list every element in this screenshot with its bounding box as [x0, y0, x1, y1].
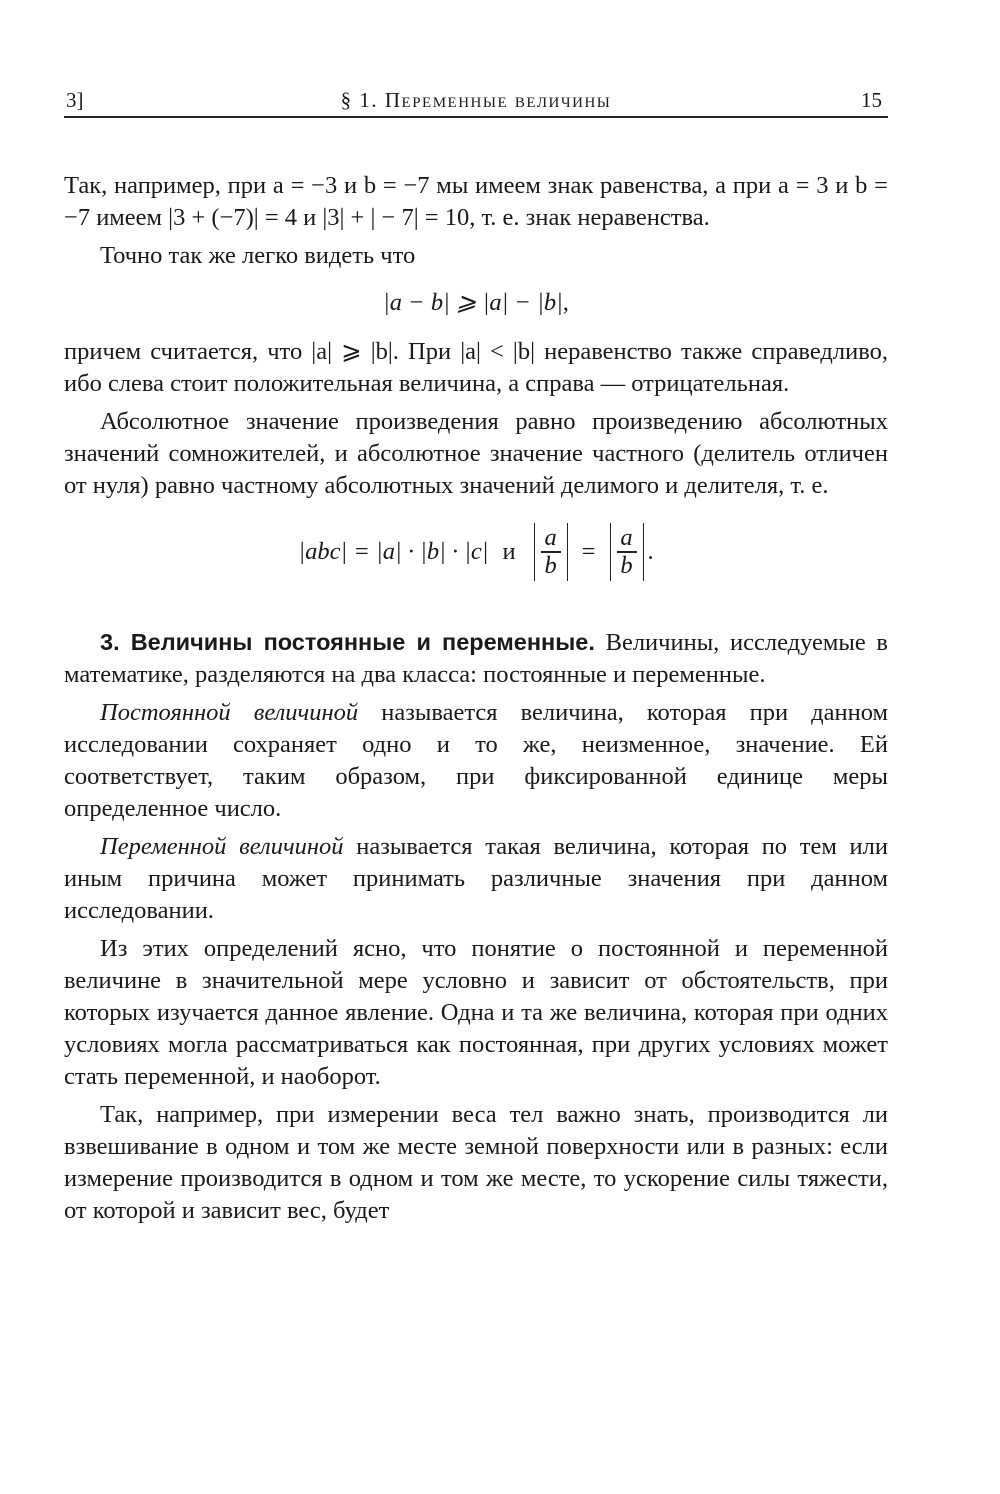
formula-product: |abc| = |a| · |b| · |c| [298, 538, 489, 565]
page-body [64, 170, 888, 1227]
fraction-right-denominator: b [620, 551, 633, 579]
abs-fraction-right [610, 523, 644, 581]
paragraph-variable-definition [64, 831, 888, 927]
section-3-paragraph [64, 626, 888, 691]
formula-conjunction: и [502, 538, 516, 565]
section-number: 3] [66, 88, 84, 112]
paragraph-likewise: Точно так же легко видеть что [100, 242, 416, 269]
formula-equals: = [581, 538, 596, 565]
paragraph-constant-definition [64, 697, 888, 825]
paragraph-conditionality: Из этих определений ясно, что понятие о постоянной и переменной величине в значительной мере условно и зависит от обстоятельств, при которых изучается данное явление. Одна и та же величина, которая при одних условиях могла рассматриваться как постоянная, при других условиях может стать переменной, и наоборот. [64, 935, 888, 1090]
term-constant: Постоянной величиной [100, 699, 359, 726]
paragraph-weight-example: Так, например, при измерении веса тел важно знать, производится ли взвешивание в одном и том же месте земной поверхности или в разных: если измерение производится в одном и том же месте, то ускорение силы тяжести, от которой и зависит вес, будет [64, 1101, 888, 1224]
paragraph-assumption: причем считается, что |a| ⩾ |b|. При |a| < |b| неравенство также справедливо, ибо слева стоит положительная величина, а справа — отрицательная. [64, 338, 888, 397]
section-3-title: 3. Величины постоянные и переменные. [100, 629, 595, 655]
running-header [64, 86, 888, 118]
formula-product-quotient [64, 512, 888, 592]
fraction-left [541, 525, 561, 579]
constant-definition-text: называется величина, которая при данном исследовании сохраняет одно и то же, неизменное, значение. Ей соответствует, таким образом, при фиксированной единице меры определенное число. [64, 699, 888, 822]
section-3-intro: Величины, исследуемые в математике, разделяются на два класса: постоянные и переменные. [64, 629, 889, 688]
variable-definition-text: называется такая величина, которая по тем или иным причина может принимать различные значения при данном исследовании. [64, 833, 889, 924]
fraction-right [617, 525, 637, 579]
formula-period: . [647, 538, 654, 565]
term-variable: Переменной величиной [100, 833, 344, 860]
fraction-left-numerator: a [544, 524, 557, 552]
paragraph-product-rule: Абсолютное значение произведения равно произведению абсолютных значений сомножителей, и абсолютное значение частного (делитель отличен от нуля) равно частному абсолютных значений делимого и делителя, т. е. [64, 408, 888, 499]
fraction-right-numerator: a [620, 524, 633, 552]
fraction-left-denominator: b [544, 551, 557, 579]
book-page [64, 0, 888, 1494]
page-number: 15 [861, 88, 882, 112]
abs-fraction-left [534, 523, 568, 581]
formula-difference-inequality: |a − b| ⩾ |a| − |b|, [383, 289, 569, 316]
running-title: § 1. Переменные величины [340, 88, 612, 112]
paragraph-example: Так, например, при a = −3 и b = −7 мы имеем знак равенства, а при a = 3 и b = −7 имеем |3 + (−7)| = 4 и |3| + | − 7| = 10, т. е. знак неравенства. [64, 172, 888, 231]
